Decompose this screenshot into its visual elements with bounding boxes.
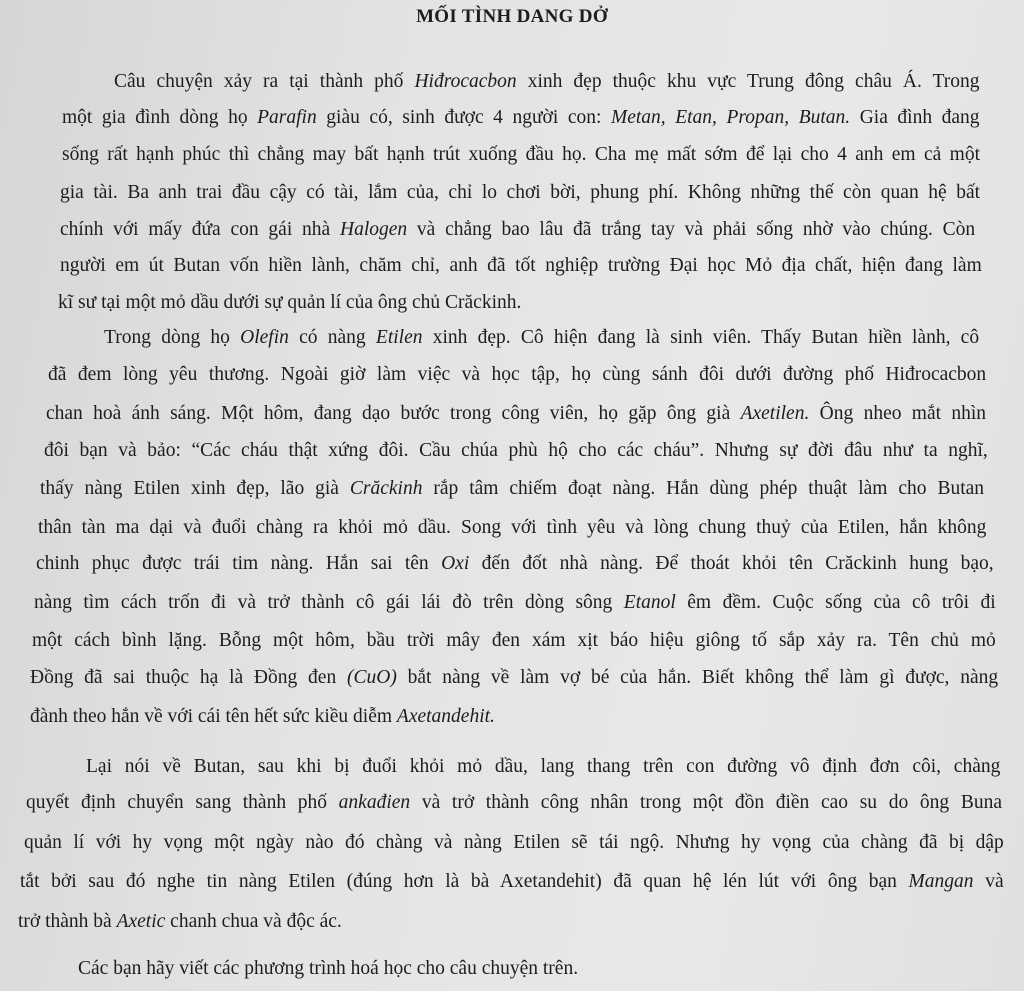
text-run: và trở thành công nhân trong một đồn điền cao su do ông Buna xyxy=(410,792,1002,813)
text-run: quản lí với hy vọng một ngày nào đó chàng và nàng Etilen sẽ tái ngộ. Nhưng hy vọng của chàng đã bị dập xyxy=(24,832,1004,853)
text-line xyxy=(26,791,1002,815)
text-line xyxy=(60,181,980,205)
text-run: đôi bạn và bảo: “Các cháu thật xứng đôi. Cầu chúa phù hộ cho các cháu”. Nhưng sự đời đâu như ta nghĩ, xyxy=(44,440,988,461)
text-run: thấy nàng Etilen xinh đẹp, lão già xyxy=(40,478,350,499)
text-line xyxy=(60,254,982,278)
text-run: Trong dòng họ xyxy=(104,327,241,348)
text-run: Ông nheo mắt nhìn xyxy=(809,403,987,424)
italic-term: Axetic xyxy=(116,911,166,932)
italic-term: Hiđrocacbon xyxy=(414,71,517,92)
text-line xyxy=(32,629,996,653)
text-line xyxy=(36,552,994,576)
text-run: Lại nói về Butan, sau khi bị đuổi khỏi mỏ dầu, lang thang trên con đường vô định đơn côi, chàng xyxy=(86,756,1001,777)
document-title: MỐI TÌNH DANG DỞ xyxy=(416,6,608,27)
text-run: một gia đình dòng họ xyxy=(62,107,258,128)
italic-term: Halogen xyxy=(339,219,408,240)
italic-term: Etanol xyxy=(623,592,676,613)
italic-term: Mangan xyxy=(908,871,974,892)
text-run: đã đem lòng yêu thương. Ngoài giờ làm việc và học tập, họ cùng sánh đôi dưới đường phố Hiđrocacbon xyxy=(48,364,987,385)
text-run: Các bạn hãy viết các phương trình hoá học cho câu chuyện trên. xyxy=(78,958,579,979)
italic-term: Etilen xyxy=(375,327,423,348)
italic-term: Parafin xyxy=(257,107,317,128)
italic-term: Olefin xyxy=(240,327,289,348)
text-run: Câu chuyện xảy ra tại thành phố xyxy=(114,71,415,92)
text-line xyxy=(86,755,1000,779)
text-run: thân tàn ma dại và đuổi chàng ra khỏi mỏ dầu. Song với tình yêu và lòng chung thuỷ của Etilen, hắn không xyxy=(38,517,987,538)
italic-term: (CuO) xyxy=(347,667,397,688)
text-line xyxy=(60,218,975,242)
text-run: đến đốt nhà nàng. Để thoát khỏi tên Crăckinh hung bạo, xyxy=(469,553,994,574)
text-line xyxy=(24,831,1004,855)
text-run: sống rất hạnh phúc thì chẳng may bất hạnh trút xuống đầu họ. Cha mẹ mất sớm để lại cho 4 anh em cả một xyxy=(62,144,980,165)
text-run: và xyxy=(973,871,1004,892)
text-run: bắt nàng về làm vợ bé của hắn. Biết không thể làm gì được, nàng xyxy=(396,667,999,688)
text-line xyxy=(30,666,998,690)
text-line xyxy=(20,870,1004,894)
text-line xyxy=(18,910,342,934)
text-run: chinh phục được trái tim nàng. Hắn sai tên xyxy=(36,553,442,574)
text-run: nàng tìm cách trốn đi và trở thành cô gái lái đò trên dòng sông xyxy=(34,592,624,613)
text-run: gia tài. Ba anh trai đầu cậy có tài, lắm của, chỉ lo chơi bời, phung phí. Không những thế còn quan hệ bất xyxy=(60,182,981,203)
text-line xyxy=(62,143,980,167)
italic-term: Axetilen. xyxy=(740,403,810,424)
text-line xyxy=(78,957,578,981)
text-run: đành theo hắn về với cái tên hết sức kiều diễm xyxy=(30,706,397,727)
text-run: tắt bởi sau đó nghe tin nàng Etilen (đúng hơn là bà Axetandehit) đã quan hệ lén lút với ông bạn xyxy=(20,871,909,892)
text-line xyxy=(40,477,984,501)
text-run: chính với mấy đứa con gái nhà xyxy=(60,219,340,240)
text-line xyxy=(114,70,980,94)
text-run: Gia đình đang xyxy=(850,107,980,128)
text-line xyxy=(46,402,986,426)
text-run: kĩ sư tại một mỏ dầu dưới sự quản lí của ông chủ Crăckinh. xyxy=(58,292,522,313)
text-line xyxy=(34,591,996,615)
text-run: Đồng đã sai thuộc hạ là Đồng đen xyxy=(30,667,347,688)
italic-term: Oxi xyxy=(441,553,470,574)
text-line xyxy=(38,516,986,540)
text-run: êm đềm. Cuộc sống của cô trôi đi xyxy=(675,592,996,613)
text-line xyxy=(48,363,986,387)
text-line xyxy=(58,291,521,315)
text-run: trở thành bà xyxy=(18,911,117,932)
text-run: chan hoà ánh sáng. Một hôm, đang dạo bước trong công viên, họ gặp ông già xyxy=(46,403,741,424)
italic-term: Crăckinh xyxy=(349,478,423,499)
text-run: giàu có, sinh được 4 người con: xyxy=(316,107,611,128)
text-run: xinh đẹp. Cô hiện đang là sinh viên. Thấy Butan hiền lành, cô xyxy=(422,327,980,348)
text-line xyxy=(62,106,980,130)
italic-term: Metan, Etan, Propan, Butan. xyxy=(610,107,851,128)
text-run: và chẳng bao lâu đã trắng tay và phải sống nhờ vào chúng. Còn xyxy=(407,219,976,240)
text-run: xinh đẹp thuộc khu vực Trung đông châu Á. Trong xyxy=(516,71,980,92)
text-line xyxy=(104,326,979,350)
text-run: quyết định chuyển sang thành phố xyxy=(26,792,339,813)
text-run: chanh chua và độc ác. xyxy=(165,911,342,932)
text-run: rắp tâm chiếm đoạt nàng. Hắn dùng phép thuật làm cho Butan xyxy=(422,478,985,499)
text-line xyxy=(44,439,988,463)
text-run: một cách bình lặng. Bỗng một hôm, bầu trời mây đen xám xịt báo hiệu giông tố sắp xảy ra. Tên chủ mỏ xyxy=(32,630,996,651)
italic-term: Axetandehit. xyxy=(396,706,495,727)
italic-term: ankađien xyxy=(338,792,411,813)
text-line xyxy=(30,705,495,729)
text-run: có nàng xyxy=(288,327,376,348)
text-run: người em út Butan vốn hiền lành, chăm chỉ, anh đã tốt nghiệp trường Đại học Mỏ địa chất, hiện đang làm xyxy=(60,255,982,276)
